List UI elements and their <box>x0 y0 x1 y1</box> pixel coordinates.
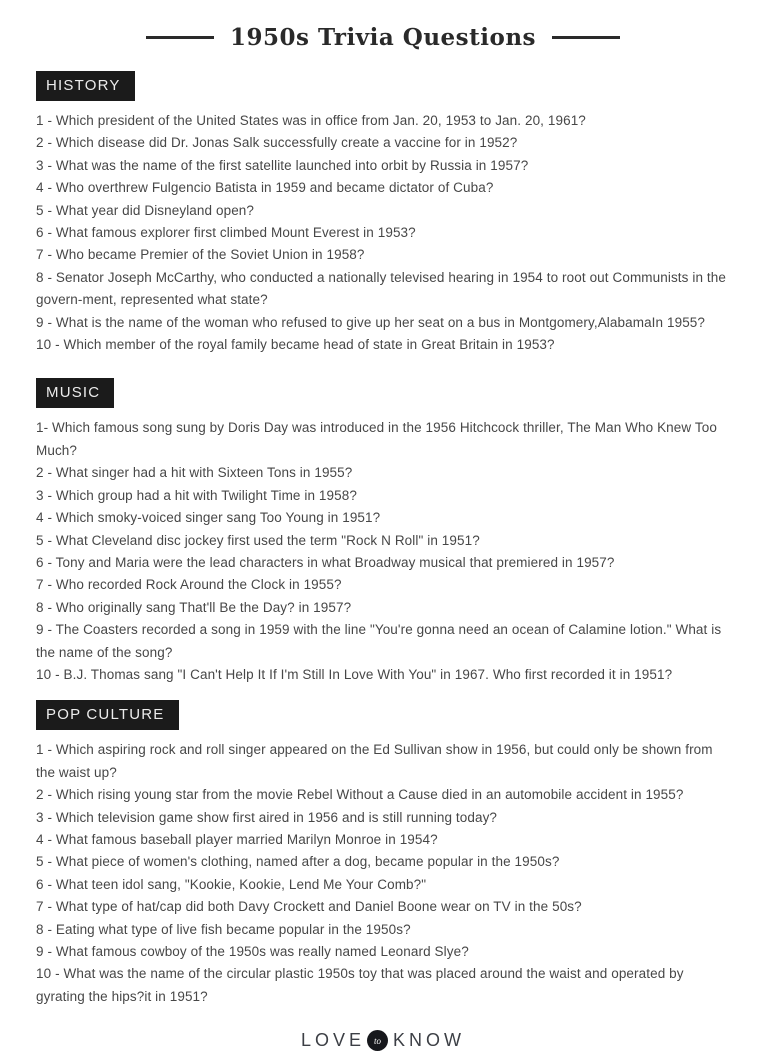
question-item: 1 - Which aspiring rock and roll singer appeared on the Ed Sullivan show in 1956, but could only be shown from the waist up? <box>36 742 713 780</box>
question-item: 4 - What famous baseball player married Marilyn Monroe in 1954? <box>36 831 438 847</box>
section-history-badge: HISTORY <box>36 71 135 101</box>
question-item: 5 - What Cleveland disc jockey first used the term "Rock N Roll" in 1951? <box>36 532 480 548</box>
section-history <box>36 71 730 356</box>
logo-know-text: KNOW <box>393 1030 466 1051</box>
title-rule-right <box>552 36 620 39</box>
question-item: 8 - Senator Joseph McCarthy, who conducted a nationally televised hearing in 1954 to root out Communists in the govern-ment, represented what state? <box>36 269 726 308</box>
question-item: 6 - What teen idol sang, "Kookie, Kookie, Lend Me Your Comb?" <box>36 876 427 892</box>
logo-love-text: LOVE <box>300 1030 366 1051</box>
question-item: 5 - What year did Disneyland open? <box>36 202 255 218</box>
question-item: 6 - Tony and Maria were the lead characters in what Broadway musical that premiered in 1957? <box>36 554 615 570</box>
question-item: 7 - Who recorded Rock Around the Clock in 1955? <box>36 577 342 593</box>
footer-logo <box>36 1030 730 1051</box>
question-item: 8 - Eating what type of live fish became popular in the 1950s? <box>36 921 411 937</box>
question-item: 6 - What famous explorer first climbed Mount Everest in 1953? <box>36 225 416 241</box>
question-item: 4 - Who overthrew Fulgencio Batista in 1959 and became dictator of Cuba? <box>36 180 494 196</box>
question-item: 4 - Which smoky-voiced singer sang Too Young in 1951? <box>36 510 381 526</box>
section-music <box>36 378 730 686</box>
question-item: 9 - What is the name of the woman who refused to give up her seat on a bus in Montgomery,AlabamaIn 1955? <box>36 314 706 330</box>
question-item: 1- Which famous song sung by Doris Day was introduced in the 1956 Hitchcock thriller, The Man Who Knew Too Much? <box>36 420 717 458</box>
question-item: 5 - What piece of women's clothing, named after a dog, became popular in the 1950s? <box>36 854 560 870</box>
question-item: 2 - Which rising young star from the movie Rebel Without a Cause died in an automobile accident in 1955? <box>36 787 684 803</box>
question-item: 7 - Who became Premier of the Soviet Union in 1958? <box>36 247 365 263</box>
question-item: 3 - Which television game show first aired in 1956 and is still running today? <box>36 809 498 825</box>
page-header <box>36 24 730 51</box>
section-music-badge: MUSIC <box>36 378 114 408</box>
section-pop-culture-badge: POP CULTURE <box>36 700 179 730</box>
section-pop-culture <box>36 700 730 1008</box>
title-rule-left <box>146 36 214 39</box>
question-item: 2 - Which disease did Dr. Jonas Salk successfully create a vaccine for in 1952? <box>36 135 518 151</box>
question-item: 9 - What famous cowboy of the 1950s was really named Leonard Slye? <box>36 944 469 959</box>
question-item: 1 - Which president of the United States was in office from Jan. 20, 1953 to Jan. 20, 1961? <box>36 113 586 128</box>
question-item: 10 - B.J. Thomas sang "I Can't Help It If I'm Still In Love With You" in 1967. Who first recorded it in 1951? <box>36 666 673 682</box>
question-item: 2 - What singer had a hit with Sixteen Tons in 1955? <box>36 465 353 481</box>
question-item: 9 - The Coasters recorded a song in 1959 with the line "You're gonna need an ocean of Calamine lotion." What is the name of the song? <box>36 622 722 660</box>
question-item: 7 - What type of hat/cap did both Davy Crockett and Daniel Boone wear on TV in the 50s? <box>36 899 582 915</box>
question-item: 3 - Which group had a hit with Twilight Time in 1958? <box>36 487 357 503</box>
logo-to-text: to <box>374 1035 382 1046</box>
question-item: 3 - What was the name of the first satellite launched into orbit by Russia in 1957? <box>36 157 529 173</box>
logo-to-badge <box>367 1030 388 1051</box>
question-item: 8 - Who originally sang That'll Be the Day? in 1957? <box>36 599 352 615</box>
question-item: 10 - What was the name of the circular plastic 1950s toy that was placed around the waist and operated by gyrating the hips?it in 1951? <box>36 966 684 1004</box>
question-item: 10 - Which member of the royal family became head of state in Great Britain in 1953? <box>36 337 555 353</box>
page-title: 1950s Trivia Questions <box>230 24 536 51</box>
